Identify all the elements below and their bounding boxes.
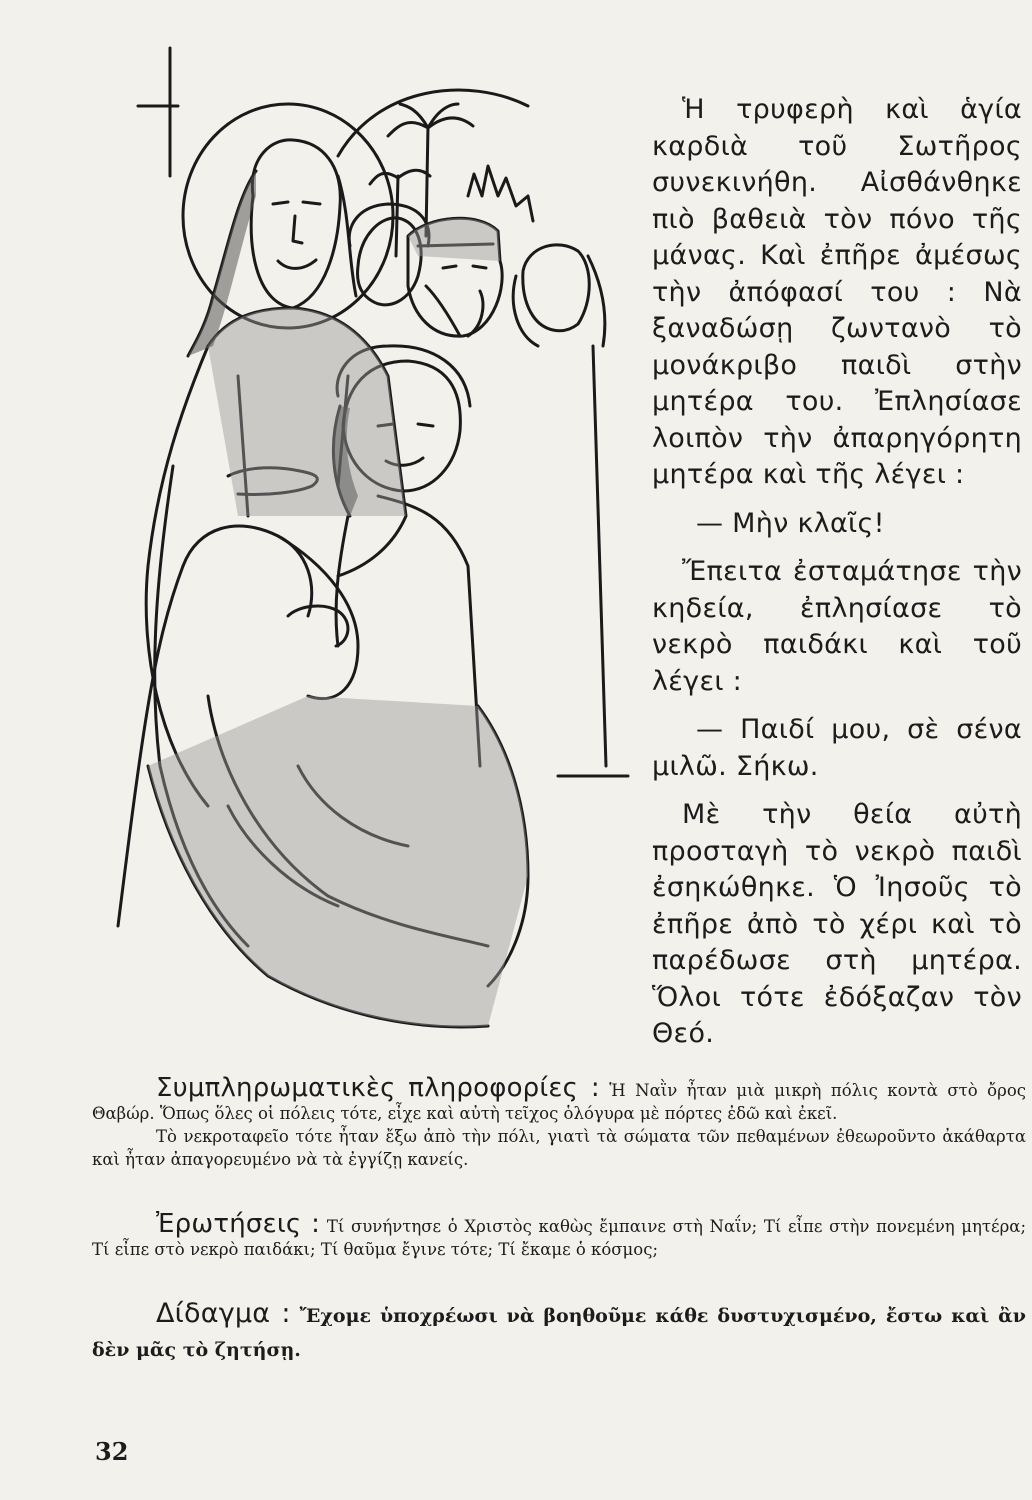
questions-heading: Ἐρωτήσεις : (156, 1209, 321, 1239)
page-number: 32 (95, 1437, 129, 1466)
lesson-text: Ἔχομε ὑποχρέωσι νὰ βοηθοῦμε κάθε δυστυχισμένο, ἔστω καὶ ἂν δὲν μᾶς τὸ ζητήσῃ. (92, 1305, 1026, 1361)
narrative-dialog: — Μὴν κλαῖς! (696, 507, 885, 539)
questions-text: Τί συνήντησε ὁ Χριστὸς καθὼς ἔμπαινε στὴ Ναΐν; Τί εἶπε στὴν πονεμένη μητέρα; Τί εἶπε στὸ νεκρὸ παιδάκι; Τί θαῦμα ἔγινε τότε; Τί ἔκαμε ὁ κόσμος; (92, 1217, 1026, 1259)
supplementary-info-paragraph-2: Τὸ νεκροταφεῖο τότε ἦταν ἔξω ἀπὸ τὴν πόλι, γιατὶ τὰ σώματα τῶν πεθαμένων ἐθεωροῦντο ἀκάθαρτα καὶ ἦταν ἀπαγορευμένο νὰ τὰ ἐγγίζῃ κανείς. (92, 1127, 1026, 1169)
supplementary-info-text: Ἡ Ναῒν ἦταν μιὰ μικρὴ πόλις κοντὰ στὸ ὄρος Θαβώρ. Ὅπως ὅλες οἱ πόλεις τότε, εἶχε καὶ αὐτὴ τεῖχος ὁλόγυρα μὲ πόρτες ἐδῶ καὶ ἐκεῖ. (92, 1081, 1026, 1123)
narrative-paragraph: Μὲ τὴν θεία αὐτὴ προσταγὴ τὸ νεκρὸ παιδὶ ἐσηκώθηκε. Ὁ Ἰησοῦς τὸ ἐπῆρε ἀπὸ τὸ χέρι καὶ τὸ παρέδωσε στὴ μητέρα. Ὅλοι τότε ἐδόξαζαν τὸν Θεό. (652, 799, 1022, 1049)
narrative-paragraph: Ἡ τρυφερὴ καὶ ἁγία καρδιὰ τοῦ Σωτῆρος συνεκινήθη. Αἰσθάνθηκε πιὸ βαθειὰ τὸν πόνο τῆς μάνας. Καὶ ἐπῆρε ἀμέσως τὴν ἀπόφασί του : Νὰ ξαναδώσῃ ζωντανὸ τὸ μονάκριβο παιδὶ στὴν μητέρα του. Ἐπλησίασε λοιπὸν τὴν ἀπαρηγόρητη μητέρα καὶ τῆς λέγει : (652, 94, 1022, 490)
supplementary-info-heading: Συμπληρωματικὲς πληροφορίες : (156, 1073, 600, 1103)
lesson-paragraph (92, 1297, 1026, 1367)
lesson-heading: Δίδαγμα : (156, 1298, 291, 1329)
questions-section (92, 1209, 1026, 1261)
supplementary-info-section (92, 1073, 1026, 1171)
jesus-raising-widows-son-illustration (88, 46, 648, 1046)
supplementary-info-paragraph (92, 1073, 1026, 1125)
narrative-paragraph: Ἔπειτα ἐσταμάτησε τὴν κηδεία, ἐπλησίασε τὸ νεκρὸ παιδάκι καὶ τοῦ λέγει : (652, 556, 1022, 697)
narrative-text (652, 92, 1022, 1053)
narrative-dialog: — Παιδί μου, σὲ σένα μιλῶ. Σήκω. (652, 714, 1022, 782)
lesson-section (92, 1297, 1026, 1367)
questions-paragraph (92, 1209, 1026, 1261)
